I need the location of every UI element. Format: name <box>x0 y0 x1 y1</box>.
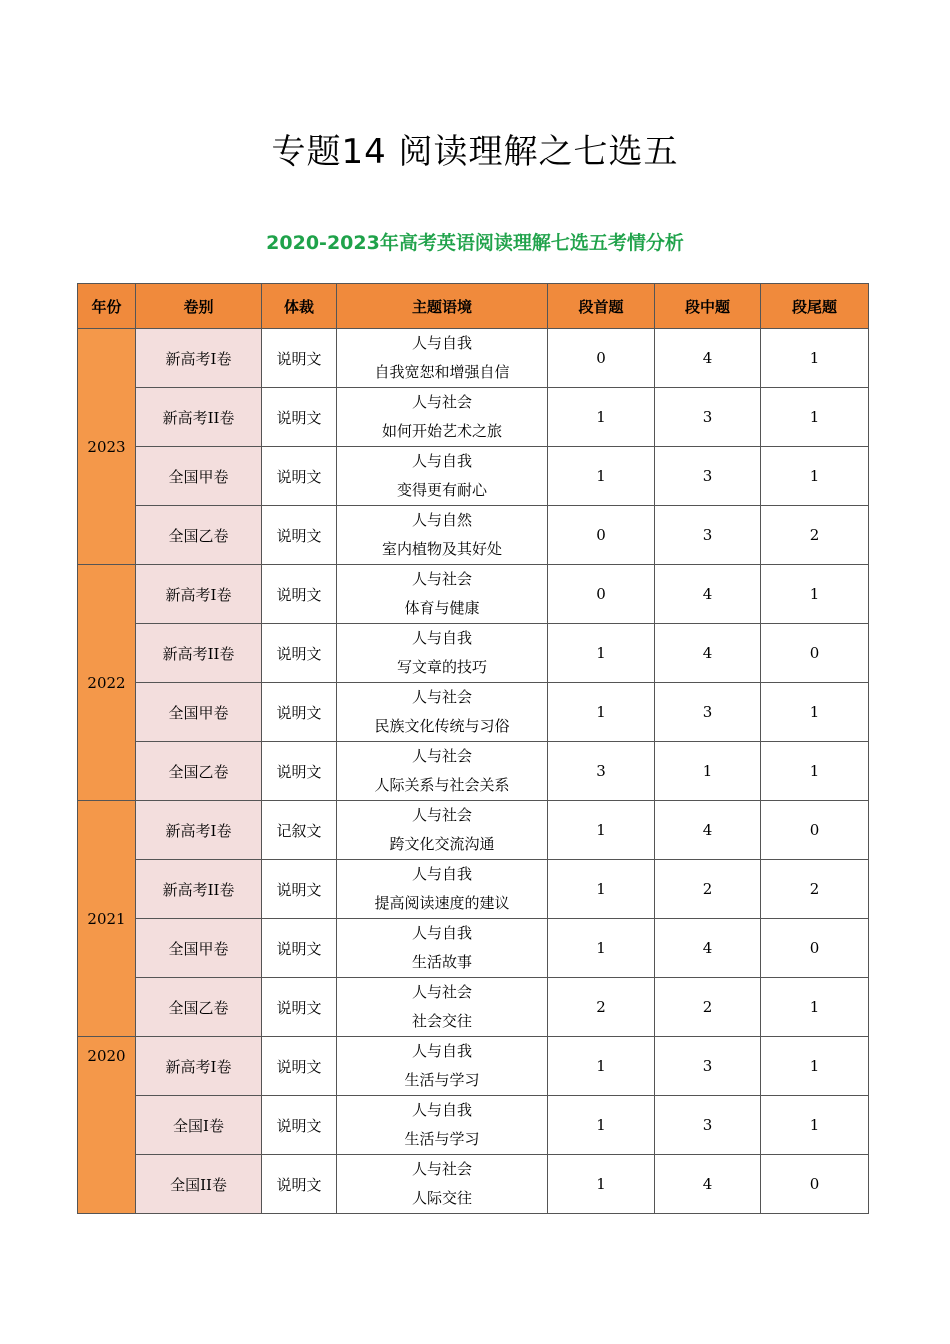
table-row <box>78 1155 869 1214</box>
paper-cell: 全国甲卷 <box>136 919 262 978</box>
middle-count: 4 <box>655 329 761 388</box>
theme-cell <box>337 1155 548 1214</box>
first-count: 1 <box>548 919 655 978</box>
genre-cell: 说明文 <box>262 683 337 742</box>
theme-context: 人与社会 <box>411 688 472 706</box>
year-cell: 2020 <box>78 1037 136 1214</box>
middle-count: 2 <box>655 860 761 919</box>
theme-context: 人与自我 <box>411 452 472 470</box>
year-cell: 2022 <box>78 565 136 801</box>
paper-cell: 全国甲卷 <box>136 447 262 506</box>
theme-cell <box>337 683 548 742</box>
header-theme: 主题语境 <box>337 284 548 329</box>
theme-topic: 自我宽恕和增强自信 <box>374 363 510 381</box>
table-row <box>78 624 869 683</box>
middle-count: 4 <box>655 565 761 624</box>
genre-cell: 说明文 <box>262 1155 337 1214</box>
theme-context: 人与社会 <box>411 806 472 824</box>
header-last-paragraph: 段尾题 <box>761 284 869 329</box>
table-row <box>78 506 869 565</box>
table-row <box>78 742 869 801</box>
paper-cell: 全国甲卷 <box>136 683 262 742</box>
theme-context: 人与社会 <box>411 393 472 411</box>
last-count: 1 <box>761 742 869 801</box>
exam-analysis-table <box>77 283 869 1214</box>
genre-cell: 说明文 <box>262 860 337 919</box>
theme-topic: 写文章的技巧 <box>396 658 487 676</box>
table-header-row <box>78 284 869 329</box>
first-count: 1 <box>548 1037 655 1096</box>
theme-context: 人与自我 <box>411 629 472 647</box>
first-count: 1 <box>548 860 655 919</box>
table-row <box>78 565 869 624</box>
theme-cell <box>337 978 548 1037</box>
table-row <box>78 388 869 447</box>
paper-cell: 新高考I卷 <box>136 565 262 624</box>
theme-cell <box>337 1096 548 1155</box>
last-count: 1 <box>761 683 869 742</box>
genre-cell: 说明文 <box>262 978 337 1037</box>
middle-count: 4 <box>655 801 761 860</box>
theme-cell <box>337 624 548 683</box>
paper-cell: 新高考I卷 <box>136 1037 262 1096</box>
theme-context: 人与社会 <box>411 1160 472 1178</box>
table-row <box>78 978 869 1037</box>
theme-topic: 变得更有耐心 <box>396 481 487 499</box>
paper-cell: 全国乙卷 <box>136 742 262 801</box>
last-count: 2 <box>761 860 869 919</box>
first-count: 1 <box>548 1096 655 1155</box>
theme-topic: 生活故事 <box>411 953 472 971</box>
genre-cell: 说明文 <box>262 565 337 624</box>
theme-topic: 跨文化交流沟通 <box>389 835 495 853</box>
theme-cell <box>337 329 548 388</box>
theme-topic: 室内植物及其好处 <box>381 540 502 558</box>
table-row <box>78 683 869 742</box>
theme-topic: 人际交往 <box>411 1189 472 1207</box>
last-count: 1 <box>761 1037 869 1096</box>
middle-count: 4 <box>655 919 761 978</box>
theme-topic: 生活与学习 <box>404 1130 480 1148</box>
header-first-paragraph: 段首题 <box>548 284 655 329</box>
table-row <box>78 801 869 860</box>
table-row <box>78 447 869 506</box>
last-count: 0 <box>761 919 869 978</box>
table-row <box>78 860 869 919</box>
genre-cell: 说明文 <box>262 742 337 801</box>
genre-cell: 记叙文 <box>262 801 337 860</box>
theme-topic: 民族文化传统与习俗 <box>374 717 510 735</box>
last-count: 1 <box>761 565 869 624</box>
paper-cell: 新高考I卷 <box>136 329 262 388</box>
genre-cell: 说明文 <box>262 1037 337 1096</box>
last-count: 1 <box>761 447 869 506</box>
first-count: 3 <box>548 742 655 801</box>
first-count: 1 <box>548 624 655 683</box>
theme-topic: 如何开始艺术之旅 <box>381 422 502 440</box>
first-count: 0 <box>548 329 655 388</box>
genre-cell: 说明文 <box>262 388 337 447</box>
last-count: 0 <box>761 624 869 683</box>
first-count: 1 <box>548 1155 655 1214</box>
table-caption: 2020-2023年高考英语阅读理解七选五考情分析 <box>266 232 684 254</box>
theme-context: 人与社会 <box>411 570 472 588</box>
table-row <box>78 919 869 978</box>
theme-context: 人与自我 <box>411 865 472 883</box>
genre-cell: 说明文 <box>262 447 337 506</box>
first-count: 0 <box>548 565 655 624</box>
last-count: 2 <box>761 506 869 565</box>
theme-cell <box>337 506 548 565</box>
first-count: 1 <box>548 388 655 447</box>
theme-cell <box>337 565 548 624</box>
paper-cell: 全国II卷 <box>136 1155 262 1214</box>
genre-cell: 说明文 <box>262 329 337 388</box>
paper-cell: 新高考II卷 <box>136 624 262 683</box>
first-count: 1 <box>548 683 655 742</box>
theme-context: 人与社会 <box>411 747 472 765</box>
year-cell: 2021 <box>78 801 136 1037</box>
header-year: 年份 <box>78 284 136 329</box>
last-count: 1 <box>761 978 869 1037</box>
theme-topic: 体育与健康 <box>404 599 480 617</box>
theme-context: 人与自我 <box>411 1101 472 1119</box>
table-row <box>78 1096 869 1155</box>
table-row <box>78 329 869 388</box>
paper-cell: 全国I卷 <box>136 1096 262 1155</box>
genre-cell: 说明文 <box>262 1096 337 1155</box>
first-count: 2 <box>548 978 655 1037</box>
header-middle-paragraph: 段中题 <box>655 284 761 329</box>
paper-cell: 全国乙卷 <box>136 978 262 1037</box>
theme-cell <box>337 1037 548 1096</box>
paper-cell: 新高考I卷 <box>136 801 262 860</box>
paper-cell: 新高考II卷 <box>136 860 262 919</box>
middle-count: 3 <box>655 388 761 447</box>
middle-count: 3 <box>655 683 761 742</box>
theme-context: 人与自然 <box>411 511 472 529</box>
last-count: 0 <box>761 801 869 860</box>
theme-cell <box>337 447 548 506</box>
paper-cell: 全国乙卷 <box>136 506 262 565</box>
theme-topic: 提高阅读速度的建议 <box>374 894 510 912</box>
first-count: 1 <box>548 447 655 506</box>
paper-cell: 新高考II卷 <box>136 388 262 447</box>
first-count: 0 <box>548 506 655 565</box>
middle-count: 3 <box>655 447 761 506</box>
last-count: 1 <box>761 1096 869 1155</box>
last-count: 1 <box>761 388 869 447</box>
theme-context: 人与自我 <box>411 334 472 352</box>
theme-context: 人与社会 <box>411 983 472 1001</box>
theme-context: 人与自我 <box>411 1042 472 1060</box>
header-paper: 卷别 <box>136 284 262 329</box>
theme-topic: 生活与学习 <box>404 1071 480 1089</box>
genre-cell: 说明文 <box>262 624 337 683</box>
page-title: 专题14 阅读理解之七选五 <box>271 132 679 172</box>
header-genre: 体裁 <box>262 284 337 329</box>
middle-count: 1 <box>655 742 761 801</box>
theme-cell <box>337 388 548 447</box>
genre-cell: 说明文 <box>262 919 337 978</box>
middle-count: 2 <box>655 978 761 1037</box>
middle-count: 3 <box>655 1096 761 1155</box>
middle-count: 4 <box>655 624 761 683</box>
theme-cell <box>337 860 548 919</box>
middle-count: 4 <box>655 1155 761 1214</box>
theme-cell <box>337 742 548 801</box>
year-cell: 2023 <box>78 329 136 565</box>
middle-count: 3 <box>655 1037 761 1096</box>
theme-cell <box>337 919 548 978</box>
table-row <box>78 1037 869 1096</box>
theme-cell <box>337 801 548 860</box>
middle-count: 3 <box>655 506 761 565</box>
theme-topic: 人际关系与社会关系 <box>374 776 510 794</box>
theme-context: 人与自我 <box>411 924 472 942</box>
last-count: 0 <box>761 1155 869 1214</box>
theme-topic: 社会交往 <box>411 1012 472 1030</box>
first-count: 1 <box>548 801 655 860</box>
genre-cell: 说明文 <box>262 506 337 565</box>
last-count: 1 <box>761 329 869 388</box>
